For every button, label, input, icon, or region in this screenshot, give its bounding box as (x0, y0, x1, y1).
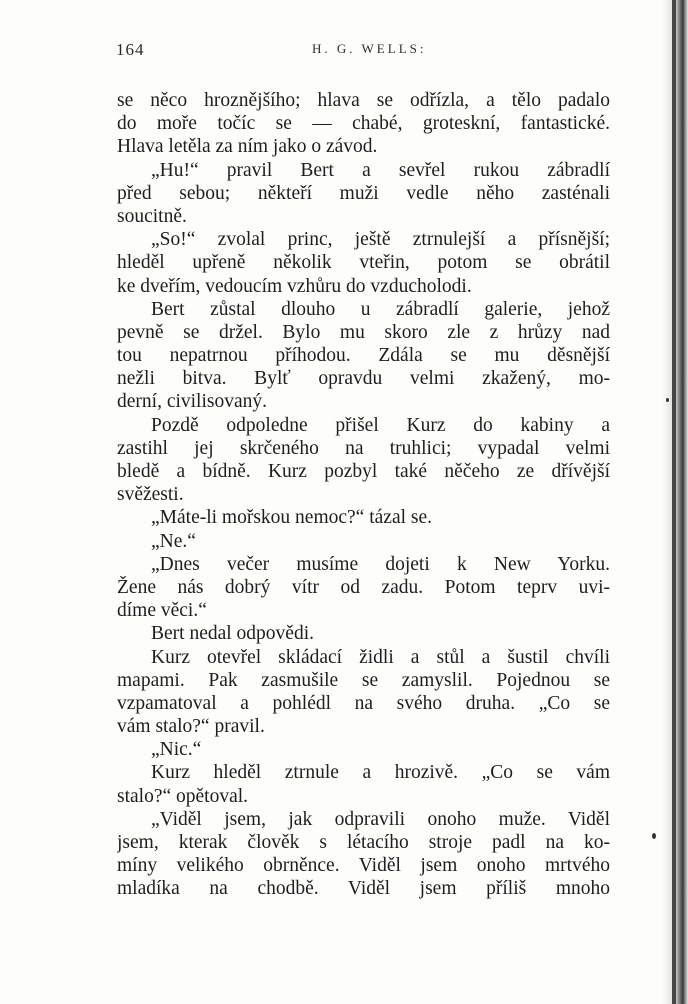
text-line: mapami. Pak zasmušile se zamyslil. Pojednou se (117, 669, 610, 691)
text-line: derní, civilisovaný. (117, 391, 268, 413)
text-line: mladíka na chodbě. Viděl jsem příliš mnoho (117, 878, 610, 900)
text-line: Pozdě odpoledne přišel Kurz do kabiny a (151, 414, 610, 436)
text-line: nežli bitva. Bylť opravdu velmi zkažený, mo- (117, 368, 610, 390)
body-text (117, 89, 610, 901)
text-line: před sebou; někteří muži vedle něho zasténali (117, 182, 610, 204)
text-line: stalo?“ opětoval. (117, 785, 249, 807)
running-head: H. G. WELLS: (312, 41, 427, 56)
text-line: se něco hroznějšího; hlava se odřízla, a tělo padalo (117, 90, 610, 111)
text-line: Hlava letěla za ním jako o závod. (117, 136, 378, 158)
text-line: jsem, kterak člověk s létacího stroje padl na ko- (117, 832, 610, 853)
text-line: „Ne.“ (151, 530, 196, 552)
text-line: míny velikého obrněnce. Viděl jsem onoho mrtvého (117, 855, 610, 877)
text-line: soucitně. (117, 205, 187, 227)
ink-speck (666, 398, 669, 402)
text-line: do moře točíc se — chabé, groteskní, fantastické. (117, 113, 610, 135)
binding-edge-line (672, 0, 676, 1004)
text-line: pevně se držel. Bylo mu skoro zle z hrůzy nad (117, 321, 610, 343)
text-line: „Dnes večer musíme dojeti k New Yorku. (151, 553, 610, 575)
text-line: Bert zůstal dlouho u zábradlí galerie, jehož (151, 298, 610, 320)
text-line: zastihl jej skrčeného na truhlici; vypadal velmi (117, 437, 610, 459)
text-line: díme věci.“ (117, 600, 207, 622)
text-line: vzpamatoval a pohlédl na svého druha. „Co se (117, 692, 610, 714)
text-line: vám stalo?“ pravil. (117, 716, 265, 738)
text-line: „So!“ zvolal princ, ještě ztrnulejší a přísnější; (151, 229, 610, 251)
page-header (116, 40, 606, 64)
text-line: Kurz otevřel skládací židli a stůl a šustil chvíli (151, 646, 610, 668)
text-line: tou nepatrnou příhodou. Zdála se mu děsnější (117, 345, 610, 367)
ink-speck (652, 833, 656, 839)
text-line: Bert nedal odpovědi. (151, 623, 314, 645)
text-line: bledě a bídně. Kurz pozbyl také něčeho ze dřívější (117, 461, 610, 482)
page-number: 164 (116, 40, 145, 59)
text-line: Kurz hleděl ztrnule a hrozivě. „Co se vám (151, 762, 610, 784)
text-line: „Máte-li mořskou nemoc?“ tázal se. (151, 507, 433, 529)
text-line: svěžesti. (117, 484, 184, 506)
text-line: „Nic.“ (151, 739, 202, 761)
text-line: ke dveřím, vedoucím vzhůru do vzducholodi. (117, 275, 472, 297)
text-line: Žene nás dobrý vítr od zadu. Potom teprv uvi- (117, 576, 610, 598)
text-line: „Viděl jsem, jak odpravili onoho muže. Viděl (151, 808, 610, 830)
text-line: „Hu!“ pravil Bert a sevřel rukou zábradlí (151, 159, 610, 181)
text-line: hleděl upřeně několik vteřin, potom se obrátil (117, 252, 610, 274)
